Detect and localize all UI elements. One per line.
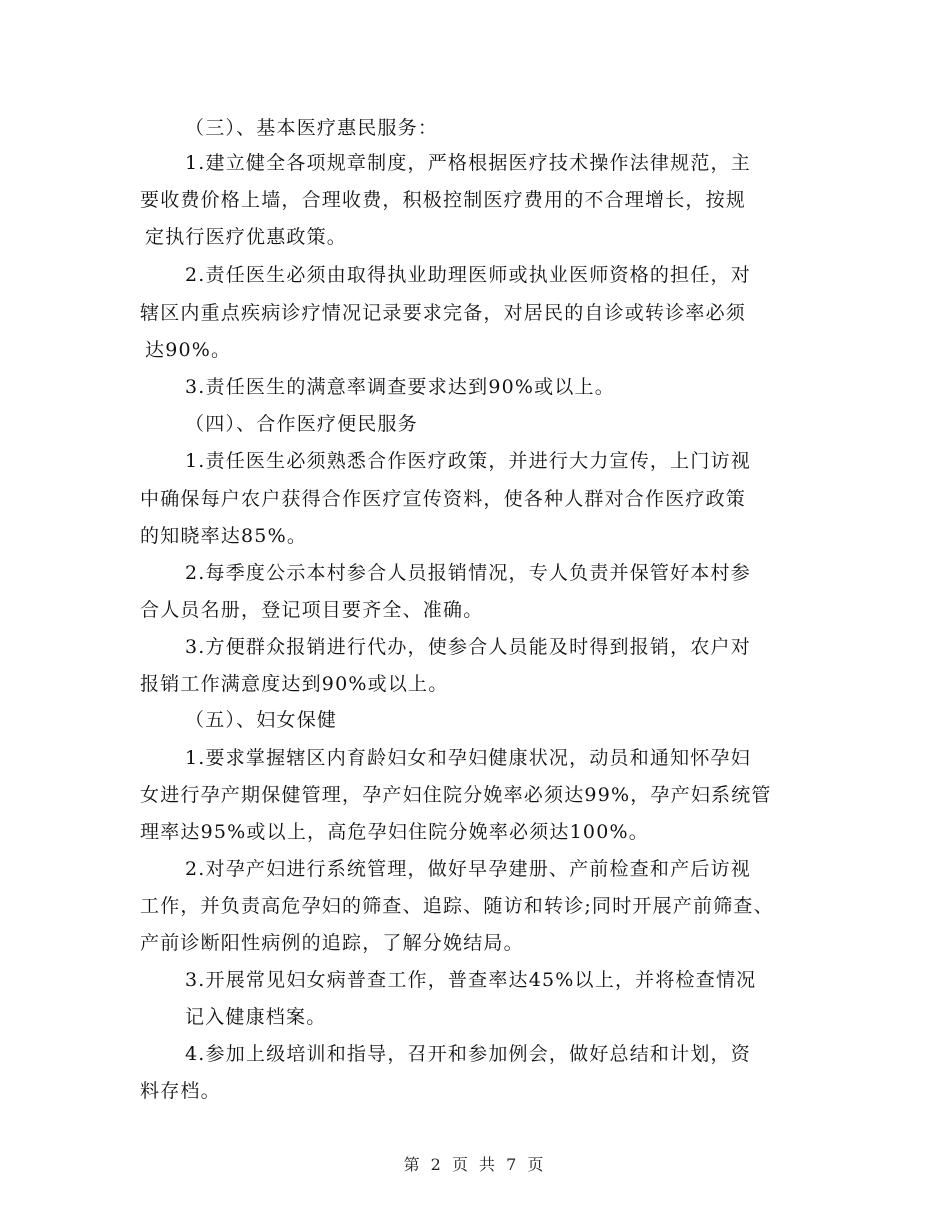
paragraph-line: 工作，并负责高危孕妇的筛查、追踪、随访和转诊;同时开展产前筛查、: [140, 895, 774, 917]
paragraph-line: 2.责任医生必须由取得执业助理医师或执业医师资格的担任，对: [185, 264, 751, 286]
paragraph-line: 3.责任医生的满意率调查要求达到90%或以上。: [185, 376, 615, 398]
paragraph-line: 报销工作满意度达到90%或以上。: [140, 673, 449, 695]
paragraph-line: 2.每季度公示本村参合人员报销情况，专人负责并保管好本村参: [185, 562, 751, 584]
paragraph-line: 理率达95%或以上，高危孕妇住院分娩率必须达100%。: [140, 821, 649, 843]
paragraph-line: 辖区内重点疾病诊疗情况记录要求完备，对居民的自诊或转诊率必须: [140, 302, 747, 324]
paragraph-line: 4.参加上级培训和指导，召开和参加例会，做好总结和计划，资: [185, 1043, 751, 1065]
paragraph-line: 记入健康档案。: [185, 1006, 327, 1028]
paragraph-line: 要收费价格上墙，合理收费，积极控制医疗费用的不合理增长，按规: [140, 189, 747, 211]
paragraph-line: 2.对孕产妇进行系统管理，做好早孕建册、产前检查和产后访视: [185, 858, 751, 880]
paragraph-line: 3.方便群众报销进行代办，使参合人员能及时得到报销，农户对: [185, 636, 751, 658]
paragraph-line: 3.开展常见妇女病普查工作，普查率达45%以上，并将检查情况: [185, 969, 757, 991]
section-heading-5: （五）、妇女保健: [185, 709, 338, 731]
paragraph-line: 中确保每户农户获得合作医疗宣传资料，使各种人群对合作医疗政策: [140, 488, 747, 510]
page-footer: 第 2 页 共 7 页: [403, 1155, 547, 1174]
paragraph-line: 达90%。: [145, 339, 232, 361]
paragraph-line: 1.要求掌握辖区内育龄妇女和孕妇健康状况，动员和通知怀孕妇: [185, 747, 751, 769]
section-heading-3: （三）、基本医疗惠民服务：: [185, 117, 439, 139]
paragraph-line: 1.建立健全各项规章制度，严格根据医疗技术操作法律规范，主: [185, 152, 751, 174]
paragraph-line: 1.责任医生必须熟悉合作医疗政策，并进行大力宣传，上门访视: [185, 450, 751, 472]
paragraph-line: 产前诊断阳性病例的追踪，了解分娩结局。: [140, 932, 524, 954]
paragraph-line: 合人员名册，登记项目要齐全、准确。: [140, 599, 484, 621]
paragraph-line: 女进行孕产期保健管理，孕产妇住院分娩率必须达99%，孕产妇系统管: [140, 784, 772, 806]
paragraph-line: 的知晓率达85%。: [140, 525, 308, 547]
paragraph-line: 料存档。: [140, 1080, 221, 1102]
paragraph-line: 定执行医疗优惠政策。: [145, 226, 348, 248]
section-heading-4: （四）、合作医疗便民服务: [185, 413, 418, 435]
